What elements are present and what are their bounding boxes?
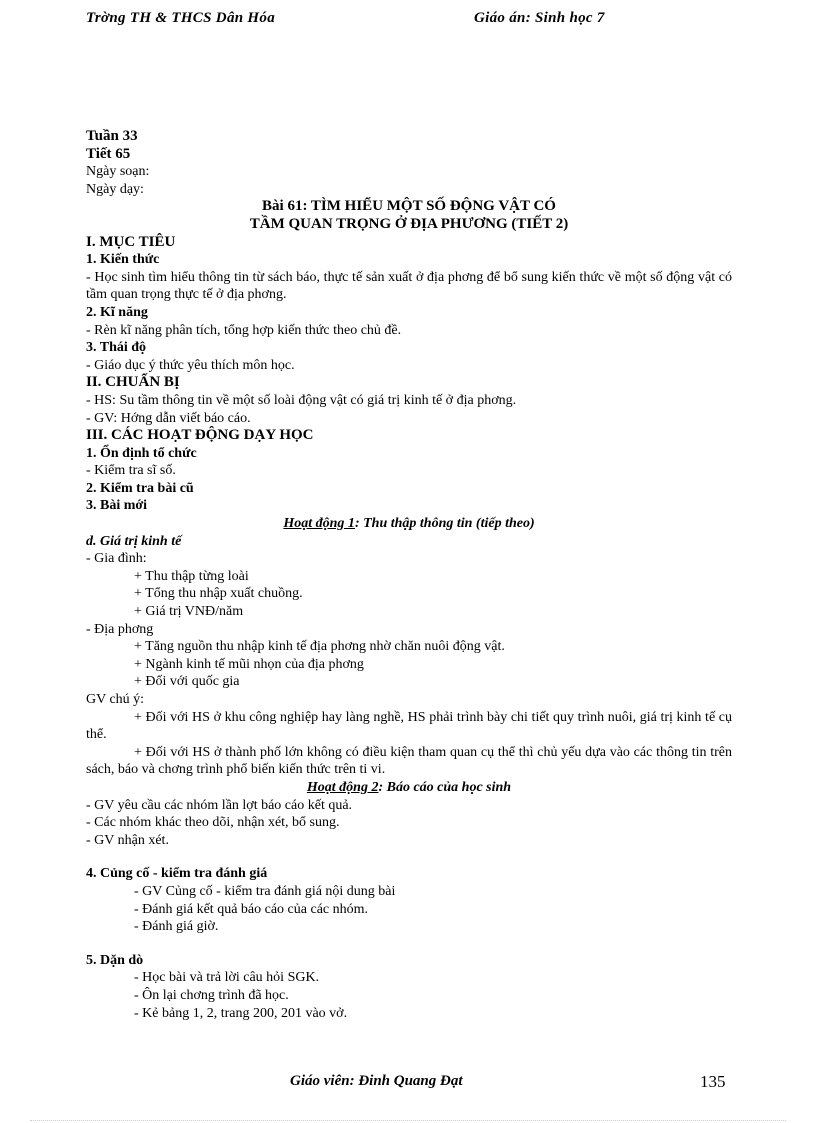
prep-gv: - GV: Hớng dẫn viết báo cáo.	[86, 410, 251, 426]
prep-date: Ngày soạn:	[86, 164, 150, 180]
preparation-heading: II. CHUẨN BỊ	[86, 374, 180, 391]
homework-item: - Kẻ bảng 1, 2, trang 200, 201 vào vở.	[134, 1005, 348, 1021]
homework-item: - Học bài và trả lời câu hỏi SGK.	[134, 970, 320, 986]
consolidation-item: - GV Củng cố - kiểm tra đánh giá nội dung bài	[134, 883, 396, 899]
local-item: + Đối với quốc gia	[134, 674, 240, 690]
stabilize-heading: 1. Ổn định tổ chức	[86, 445, 197, 461]
page-number: 135	[700, 1072, 726, 1091]
gv-note-1: + Đối với HS ở khu công nghiệp hay làng nghề, HS phải trình bày chi tiết quy trình nuôi, giá trị kinh tế cụ thể.	[86, 709, 732, 743]
consolidation-heading: 4. Củng cố - kiểm tra đánh giá	[86, 866, 268, 882]
lesson-plan	[86, 128, 732, 1022]
activity-1-rest: : Thu thập thông tin (tiếp theo)	[354, 516, 535, 532]
stabilize-text: - Kiểm tra sĩ số.	[86, 463, 176, 479]
activity-2-label: Hoạt động 2	[306, 779, 379, 795]
review-heading: 2. Kiểm tra bài cũ	[86, 480, 194, 496]
prep-hs: - HS: Su tầm thông tin về một số loài động vật có giá trị kinh tế ở địa phơng.	[86, 392, 517, 408]
activity-2-item: - GV nhận xét.	[86, 832, 169, 848]
local-label: - Địa phơng	[86, 621, 154, 637]
skills-heading: 2. Kĩ năng	[86, 304, 148, 320]
footer-teacher: Giáo viên: Đinh Quang Đạt	[290, 1073, 463, 1089]
activities-heading: III. CÁC HOẠT ĐỘNG DẠY HỌC	[86, 427, 314, 444]
consolidation-item: - Đánh giá kết quả báo cáo của các nhóm.	[134, 901, 369, 917]
activity-2-item: - Các nhóm khác theo dõi, nhận xét, bổ sung.	[86, 815, 340, 831]
activity-2-item: - GV yêu cầu các nhóm lần lợt báo cáo kết quả.	[86, 797, 353, 813]
homework-item: - Ôn lại chơng trình đã học.	[134, 987, 289, 1003]
new-lesson-heading: 3. Bài mới	[86, 498, 148, 514]
family-item: + Giá trị VNĐ/năm	[134, 604, 244, 620]
header-plan: Giáo án: Sinh học 7	[474, 10, 605, 26]
family-item: + Thu thập từng loài	[134, 568, 249, 584]
spacer	[86, 849, 732, 865]
family-label: - Gia đình:	[86, 551, 147, 567]
activity-1-title	[86, 515, 732, 533]
local-item: + Ngành kinh tế mũi nhọn của địa phơng	[134, 656, 364, 672]
homework-heading: 5. Dặn dò	[86, 952, 144, 968]
consolidation-item: - Đánh giá giờ.	[134, 919, 219, 935]
knowledge-heading: 1. Kiến thức	[86, 252, 160, 268]
activity-2-rest: : Báo cáo của học sinh	[378, 779, 512, 795]
header-school: Trờng TH & THCS Dân Hóa	[86, 10, 276, 26]
lesson-title-line1: Bài 61: TÌM HIỂU MỘT SỐ ĐỘNG VẬT CÓ	[262, 198, 556, 215]
lesson-title-line2: TẦM QUAN TRỌNG Ở ĐỊA PHƯƠNG (TIẾT 2)	[249, 215, 569, 232]
attitude-heading: 3. Thái độ	[86, 340, 147, 356]
teach-date: Ngày dạy:	[86, 181, 144, 197]
attitude-text: - Giáo dục ý thức yêu thích môn học.	[86, 357, 295, 373]
activity-1-label: Hoạt động 1	[283, 516, 355, 532]
activity-2-title	[86, 779, 732, 797]
knowledge-text: - Học sinh tìm hiểu thông tin từ sách báo, thực tế sản xuất ở địa phơng để bổ sung kiến thức về một số động vật có tầm quan trọng thực tế ở địa phơng.	[86, 269, 732, 303]
gv-note-label: GV chú ý:	[86, 692, 145, 707]
period: Tiết 65	[86, 145, 131, 162]
skills-text: - Rèn kĩ năng phân tích, tổng hợp kiến thức theo chủ đề.	[86, 322, 402, 338]
week: Tuần 33	[86, 128, 138, 144]
family-item: + Tổng thu nhập xuất chuồng.	[134, 586, 303, 602]
spacer	[86, 936, 732, 952]
footer-divider	[30, 1120, 786, 1121]
gv-note-2: + Đối với HS ở thành phố lớn không có điều kiện tham quan cụ thể thì chủ yếu dựa vào các thông tin trên sách, báo và chơng trình phổ biến kiến thức trên ti vi.	[86, 744, 732, 778]
economic-value-heading: d. Giá trị kinh tế	[86, 533, 182, 549]
local-item: + Tăng nguồn thu nhập kinh tế địa phơng nhờ chăn nuôi động vật.	[134, 639, 505, 655]
objectives-heading: I. MỤC TIÊU	[86, 233, 176, 250]
